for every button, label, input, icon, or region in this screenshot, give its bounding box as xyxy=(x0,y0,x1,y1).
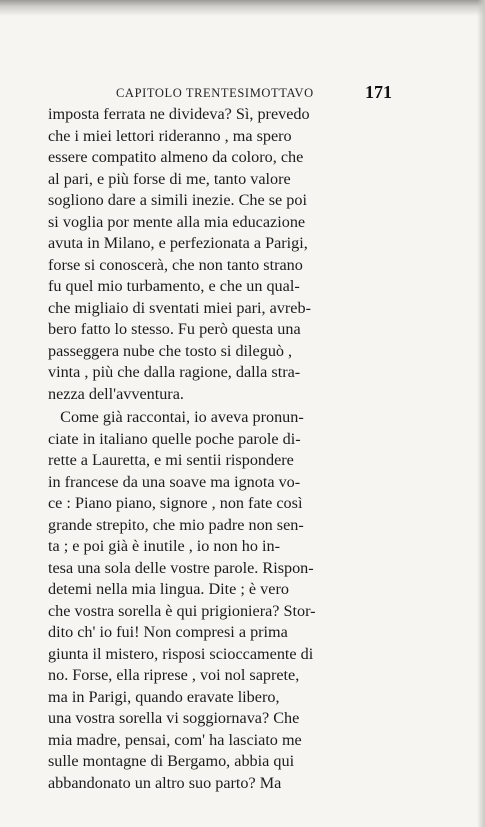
text-line: mia madre, pensai, com' ha lasciato me xyxy=(48,730,302,749)
text-line: che migliaio di sventati miei pari, avreb- xyxy=(48,298,311,317)
text-line: vinta , più che dalla ragione, dalla stra- xyxy=(48,363,301,381)
text-line: al pari, e più forse di me, tanto valore xyxy=(48,169,291,188)
paragraph xyxy=(48,104,393,405)
text-line: grande strepito, che mio padre non sen- xyxy=(48,515,304,534)
running-head xyxy=(116,82,392,104)
text-line: che vostra sorella è qui prigioniera? Stor- xyxy=(48,601,316,620)
text-line: si voglia por mente alla mia educazione xyxy=(48,212,306,231)
body-text xyxy=(48,104,393,794)
paragraph xyxy=(48,407,393,794)
text-line: una vostra sorella vi soggiornava? Che xyxy=(48,709,300,727)
text-line: giunta il mistero, risposi scioccamente di xyxy=(48,644,314,663)
text-line: passeggera nube che tosto si dileguò , xyxy=(48,341,293,360)
text-line: tesa una sola delle vostre parole. Rispon- xyxy=(48,558,314,577)
text-line: dito ch' io fui! Non compresi a prima xyxy=(48,623,288,641)
text-line: detemi nella mia lingua. Dite ; è vero xyxy=(48,580,289,598)
text-line: in francese da una soave ma ignota vo- xyxy=(48,472,301,491)
text-line: imposta ferrata ne divideva? Sì, prevedo xyxy=(48,105,310,123)
page-number: 171 xyxy=(365,82,392,102)
chapter-running-title: CAPITOLO TRENTESIMOTTAVO xyxy=(116,86,314,100)
text-line: sulle montagne di Bergamo, abbia qui xyxy=(48,752,295,770)
text-line: fu quel mio turbamento, e che un qual- xyxy=(48,277,300,295)
page-right-edge xyxy=(477,0,485,827)
text-line: essere compatito almeno da coloro, che xyxy=(48,148,304,166)
text-line: rette a Lauretta, e mi sentii rispondere xyxy=(48,451,294,469)
text-line: abbandonato un altro suo parto? Ma xyxy=(48,773,282,792)
text-line: sogliono dare a simili inezie. Che se poi xyxy=(48,191,307,209)
page-top-edge xyxy=(0,0,485,16)
text-line: forse si conoscerà, che non tanto strano xyxy=(48,255,303,274)
text-line: bero fatto lo stesso. Fu però questa una xyxy=(48,320,301,338)
text-line: ta ; e poi già è inutile , io non ho in- xyxy=(48,537,280,555)
text-line: nezza dell'avventura. xyxy=(48,384,184,403)
text-line: no. Forse, ella riprese , voi nol saprete, xyxy=(48,666,300,684)
text-line: ma in Parigi, quando eravate libero, xyxy=(48,687,280,706)
text-line: Come già raccontai, io aveva pronun- xyxy=(48,408,304,426)
text-line: che i miei lettori rideranno , ma spero xyxy=(48,126,292,145)
text-line: avuta in Milano, e perfezionata a Parigi, xyxy=(48,234,308,252)
text-line: ce : Piano piano, signore , non fate così xyxy=(48,494,303,512)
text-line: ciate in italiano quelle poche parole di- xyxy=(48,429,301,448)
